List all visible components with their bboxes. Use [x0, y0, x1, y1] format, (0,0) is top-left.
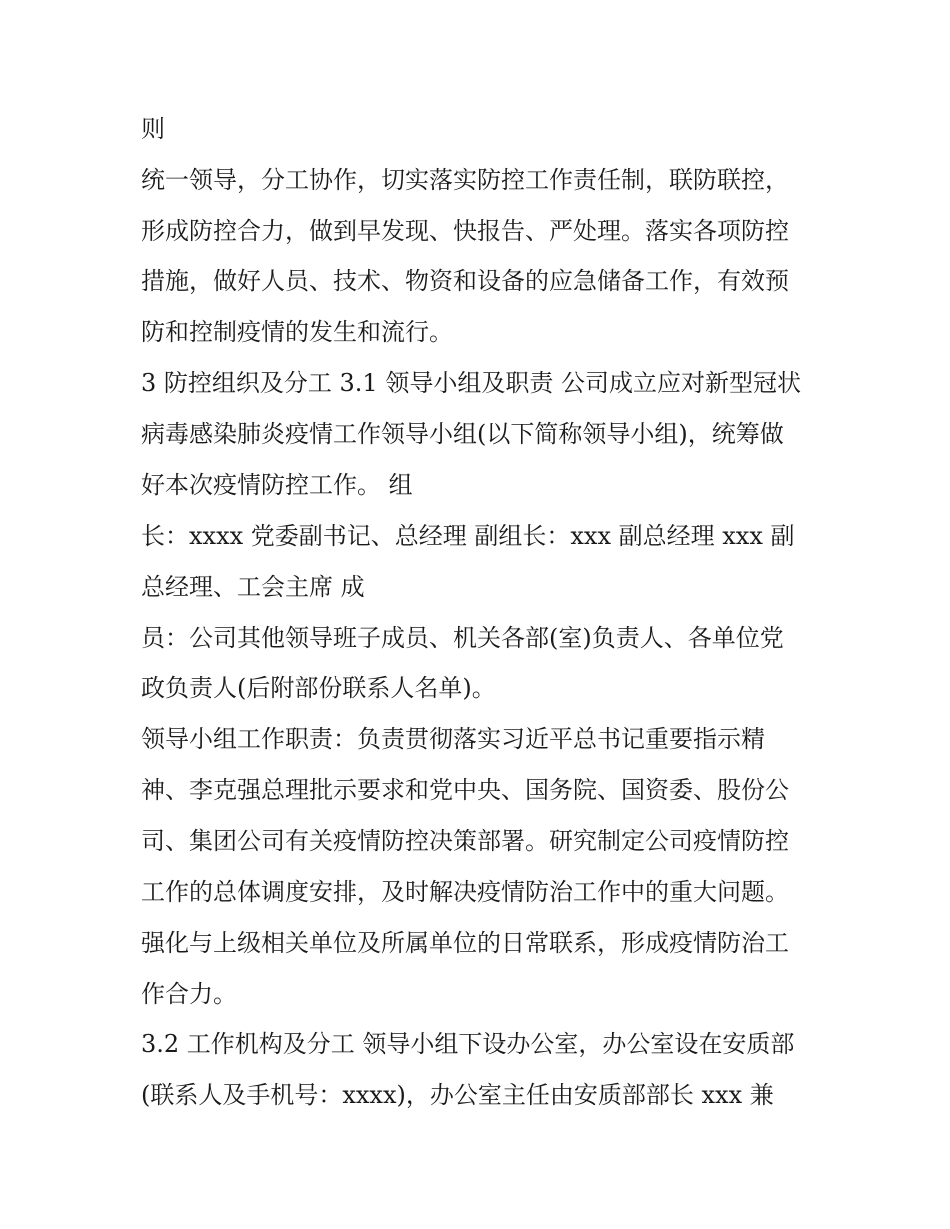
text-line: 司、集团公司有关疫情防控决策部署。研究制定公司疫情防控 [141, 827, 789, 855]
text-line: 政负责人(后附部份联系人名单)。 [141, 674, 496, 702]
text-line: 防和控制疫情的发生和流行。 [141, 318, 453, 346]
text-line: 好本次疫情防控工作。 组 [141, 471, 413, 499]
text-line: 强化与上级相关单位及所属单位的日常联系，形成疫情防治工 [141, 929, 789, 957]
text-line: 则 [141, 115, 165, 143]
text-line: 领导小组工作职责：负责贯彻落实习近平总书记重要指示精 [141, 725, 765, 753]
text-line: 员：公司其他领导班子成员、机关各部(室)负责人、各单位党 [141, 624, 784, 652]
text-line: 神、李克强总理批示要求和党中央、国务院、国资委、股份公 [141, 776, 789, 804]
text-line: 3 防控组织及分工 3.1 领导小组及职责 公司成立应对新型冠状 [141, 369, 801, 397]
text-line: 3.2 工作机构及分工 领导小组下设办公室，办公室设在安质部 [141, 1030, 795, 1058]
text-line: 统一领导，分工协作，切实落实防控工作责任制，联防联控， [141, 166, 789, 194]
text-line: 工作的总体调度安排，及时解决疫情防治工作中的重大问题。 [141, 878, 789, 906]
text-line: 形成防控合力，做到早发现、快报告、严处理。落实各项防控 [141, 217, 789, 245]
text-line: 作合力。 [141, 980, 237, 1008]
text-line: 措施，做好人员、技术、物资和设备的应急储备工作，有效预 [141, 267, 789, 295]
text-line: 病毒感染肺炎疫情工作领导小组(以下简称领导小组)，统筹做 [141, 420, 784, 448]
text-line: 总经理、工会主席 成 [141, 573, 365, 601]
text-line: (联系人及手机号：xxxx)，办公室主任由安质部部长 xxx 兼 [141, 1081, 774, 1109]
text-line: 长：xxxx 党委副书记、总经理 副组长：xxx 副总经理 xxx 副 [141, 522, 795, 550]
